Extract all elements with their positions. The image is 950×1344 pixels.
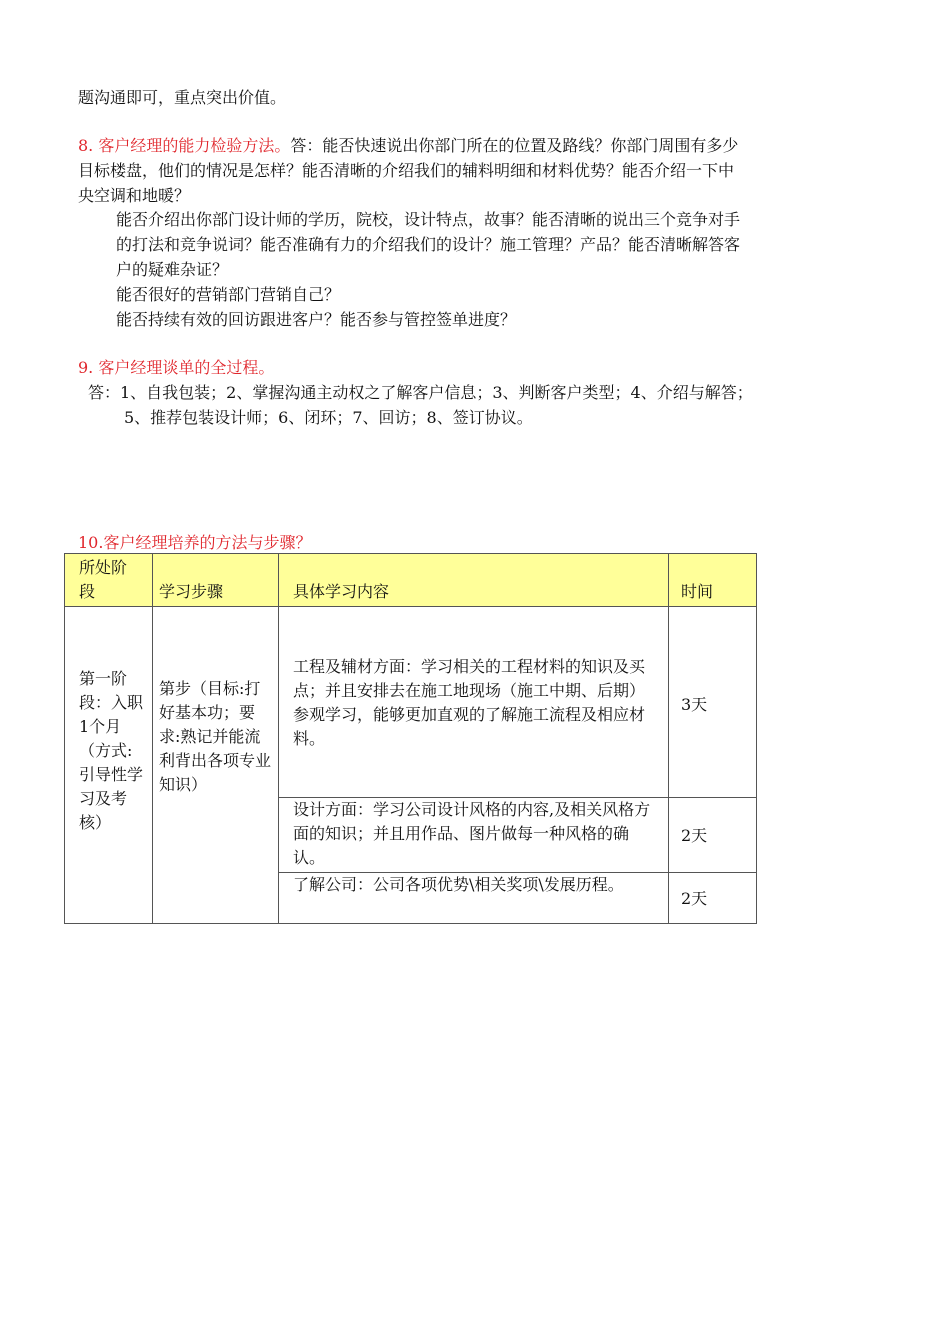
header-stage: 所处阶段: [65, 554, 153, 607]
q9-line-1: 答：1、自我包装；2、掌握沟通主动权之了解客户信息；3、判断客户类型；4、介绍与解答；: [88, 383, 753, 402]
q8-line-6: 户的疑难杂证？: [116, 260, 229, 279]
q8-line-2: 目标楼盘，他们的情况是怎样？能否清晰的介绍我们的辅料明细和材料优势？能否介绍一下中: [78, 161, 735, 180]
q8-title: 8. 客户经理的能力检验方法。: [78, 136, 291, 155]
header-step: 学习步骤: [153, 554, 279, 607]
q8-line-7: 能否很好的营销部门营销自己？: [116, 285, 341, 304]
q8-answer-start: 答：能否快速说出你部门所在的位置及路线？你部门周围有多少: [290, 136, 739, 155]
q8-line-8: 能否持续有效的回访跟进客户？能否参与管控签单进度？: [116, 310, 517, 329]
q10-title: 10.客户经理培养的方法与步骤？: [78, 533, 312, 552]
q8-line-5: 的打法和竞争说词？能否准确有力的介绍我们的设计？施工管理？产品？能否清晰解答客: [116, 235, 741, 254]
step-cell: 第步（目标:打好基本功；要求:熟记并能流利背出各项专业知识）: [153, 607, 279, 924]
content-cell: 设计方面：学习公司设计风格的内容,及相关风格方面的知识；并且用作品、图片做每一种风格的确认。: [279, 798, 669, 873]
header-time: 时间: [669, 554, 757, 607]
intro-line: 题沟通即可，重点突出价值。: [78, 88, 287, 107]
q9-line-2: 5、推荐包装设计师；6、闭环；7、回访；8、签订协议。: [124, 408, 533, 427]
time-cell: 2天: [669, 873, 757, 924]
content-cell: 了解公司：公司各项优势\相关奖项\发展历程。: [279, 873, 669, 924]
stage-cell: 第一阶段：入职1个月（方式:引导性学习及考核）: [65, 607, 153, 924]
content-cell: 工程及辅材方面：学习相关的工程材料的知识及买点；并且安排去在施工地现场（施工中期、后期）参观学习，能够更加直观的了解施工流程及相应材料。: [279, 607, 669, 798]
q9-title: 9. 客户经理谈单的全过程。: [78, 358, 275, 377]
table-header-row: [65, 554, 757, 607]
table-row: [65, 607, 757, 798]
q8-line-4: 能否介绍出你部门设计师的学历，院校，设计特点，故事？能否清晰的说出三个竞争对手: [116, 210, 741, 229]
time-cell: 3天: [669, 607, 757, 798]
q8-line-1: [78, 134, 738, 158]
training-table: [64, 553, 757, 924]
q8-line-3: 央空调和地暖？: [78, 186, 191, 205]
time-cell: 2天: [669, 798, 757, 873]
header-content: 具体学习内容: [279, 554, 669, 607]
